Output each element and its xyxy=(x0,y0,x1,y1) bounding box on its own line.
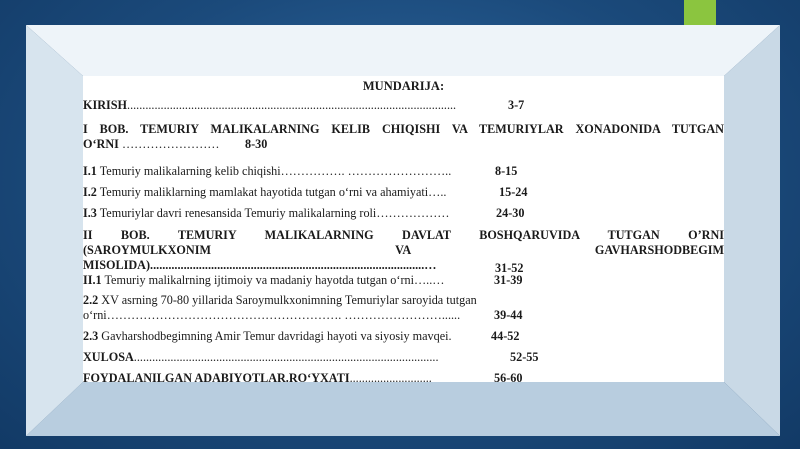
page-range: 24-30 xyxy=(496,206,525,220)
section-number: I.3 xyxy=(83,206,97,220)
toc-entry-kirish xyxy=(83,98,724,122)
section-title: Temuriylar davri renesansida Temuriy malikalarning roli……………… xyxy=(99,206,450,220)
page-range: 44-52 xyxy=(491,329,520,343)
section-number: 2.2 xyxy=(83,293,99,307)
entry-label: FOYDALANILGAN ADABIYOTLAR.RO‘YXATI xyxy=(83,371,350,385)
toc-entry-section xyxy=(83,329,724,350)
entry-label: XULOSA xyxy=(83,350,134,364)
chapter-title-line1: II BOB. TEMURIY MALIKALARNING DAVLAT BOSHQARUVIDA TUTGAN O’RNI xyxy=(83,228,724,242)
section-number: 2.3 xyxy=(83,329,99,343)
section-title: XV asrning 70-80 yillarida Saroymulkxonimning Temuriylar saroyida tutgan xyxy=(101,293,477,307)
chapter-title-line3: MISOLIDA) xyxy=(83,258,151,272)
page-range: 3-7 xyxy=(508,98,525,112)
chapter-title-line2: (SAROYMULKXONIM VA GAVHARSHODBEGIM xyxy=(83,243,724,257)
toc-entry-section xyxy=(83,293,724,329)
dot-leader: .................................................................................................... xyxy=(133,350,439,364)
page-range: 31-39 xyxy=(494,273,523,287)
toc-entry-section xyxy=(83,206,724,228)
section-title: Temuriy malikalarning kelib chiqishi……………. …………………….. xyxy=(99,164,452,178)
dot-leader: ..........................................................................................… xyxy=(150,258,437,272)
section-title: Gavharshodbegimning Amir Temur davridagi hayoti va siyosiy mavqei. xyxy=(101,329,452,343)
dot-leader: ........................... xyxy=(349,371,432,385)
toc-entry-section xyxy=(83,185,724,206)
toc-heading: MUNDARIJA: xyxy=(362,79,445,93)
toc-entry-bibliography xyxy=(83,371,724,391)
page-range: 8-15 xyxy=(495,164,518,178)
section-title: Temuriy maliklarning mamlakat hayotida tutgan o‘rni va ahamiyati….. xyxy=(99,185,447,199)
chapter-title-line1: I BOB. TEMURIY MALIKALARNING KELIB CHIQISHI VA TEMURIYLAR XONADONIDA TUTGAN xyxy=(83,122,724,136)
page-range: 31-52 xyxy=(495,261,524,275)
toc-entry-chapter-1 xyxy=(83,122,724,164)
page-range: 52-55 xyxy=(510,350,539,364)
dot-leader: …………………… xyxy=(121,137,220,151)
entry-label: KIRISH xyxy=(83,98,128,112)
toc-entry-chapter-2 xyxy=(83,228,724,273)
accent-tab xyxy=(684,0,716,26)
section-number: I.1 xyxy=(83,164,97,178)
section-title-cont: o‘rni…………………………………………………. ……………………...... xyxy=(83,308,461,322)
page-range: 8-30 xyxy=(245,137,268,151)
table-of-contents xyxy=(83,78,724,391)
toc-entry-section xyxy=(83,164,724,185)
section-number: II.1 xyxy=(83,273,102,287)
toc-entry-xulosa xyxy=(83,350,724,371)
page-range: 39-44 xyxy=(494,308,523,322)
page-range: 15-24 xyxy=(499,185,528,199)
toc-entry-section xyxy=(83,273,724,293)
page-range: 56-60 xyxy=(494,371,523,385)
chapter-title-line2: O‘RNI xyxy=(83,137,119,151)
dot-leader: ............................................................................................................ xyxy=(127,98,457,112)
section-number: I.2 xyxy=(83,185,97,199)
section-title: Temuriy malikalrning ijtimoiy va madaniy hayotda tutgan o‘rni…..… xyxy=(104,273,445,287)
